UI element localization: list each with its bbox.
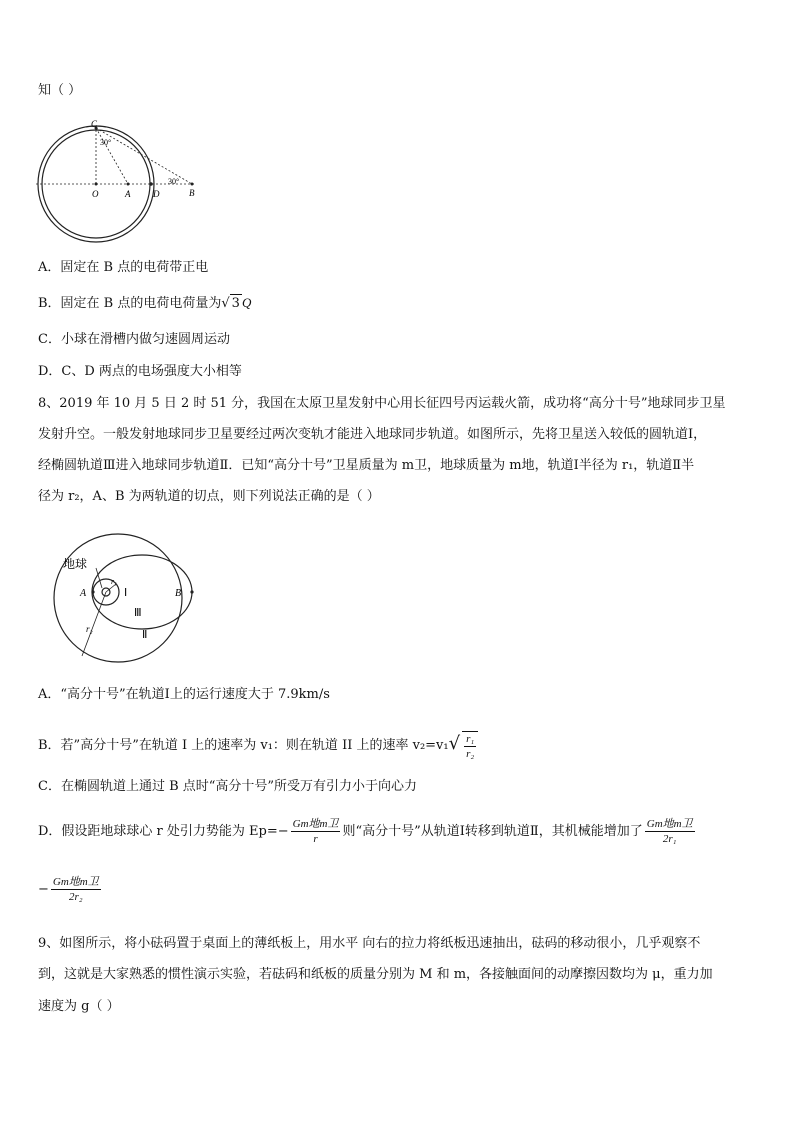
q9-stem-line-2: 到，这就是大家熟悉的惯性演示实验，若砝码和纸板的质量分别为 M 和 m，各接触面间的动摩擦因数均为 μ，重力加 [38,967,713,982]
label-r1: r₁ [111,577,117,586]
q8-option-c: C．在椭圆轨道上通过 B 点时“高分十号”所受万有引力小于向心力 [38,779,418,794]
q8-option-d [38,814,697,850]
label-A: A [80,588,87,599]
q8-option-a: A．“高分十号”在轨道Ⅰ上的运行速度大于 7.9km/s [38,687,330,702]
q7-option-b-text: B．固定在 B 点的电荷电荷量为 [38,296,222,311]
q7-option-a: A．固定在 B 点的电荷带正电 [38,260,209,275]
q7-option-c: C．小球在滑槽内做匀速圆周运动 [38,332,230,347]
q7-option-b-q: Q [241,295,252,310]
q7-option-b-root: 3 [231,296,240,311]
question-stem-tail: 知（ ） [38,83,82,98]
frac-numerator: Gm地m卫 [292,818,339,830]
frac-denominator: r [313,833,318,845]
point-B [190,590,193,593]
label-B: B [189,188,195,198]
point-A [127,183,130,186]
label-C: C [91,119,98,129]
label-O: O [92,189,99,199]
line-C-B [96,128,192,184]
line-C-A [96,128,128,184]
frac-denominator: 2r₁ [662,833,677,845]
q9-stem-line-3: 速度为 g（ ） [38,999,120,1014]
label-D: D [153,189,160,199]
q8-option-d-mid: 则“高分十号”从轨道Ⅰ转移到轨道Ⅱ，其机械能增加了 [342,824,643,839]
angle-label-top: 30° [100,138,112,147]
label-III: Ⅲ [134,607,142,619]
q8-option-b: B．若”高分十号”在轨道 I 上的速率为 v₁：则在轨道 II 上的速率 v₂=v₁√ $\frac{\text{r₁}}{\text{r₂}}$ [38,726,480,764]
frac-denominator: r₂ [466,747,475,760]
q9-stem-line-1: 9、如图所示，将小砝码置于桌面上的薄纸板上，用水平 向右的拉力将纸板迅速抽出，砝码的移动很小，几乎观察不 [38,936,701,951]
angle-label-right: 30° [168,177,180,186]
q8-option-d-continued [38,872,103,908]
point-A [91,590,94,593]
point-B [191,183,194,186]
q7-option-d: D．C、D 两点的电场强度大小相等 [38,364,242,379]
q8-option-d-frac1 [291,817,341,846]
point-O [95,183,98,186]
frac-numerator: Gm地m卫 [646,818,693,830]
q8-option-b-text: B．若”高分十号”在轨道 I 上的速率为 v₁：则在轨道 II 上的速率 v₂=v₁ [38,738,449,753]
minus-sign: − [38,882,49,897]
frac-numerator: r₁ [466,732,475,745]
point-D [149,182,153,186]
label-r2: r₂ [86,624,93,634]
frac-denominator: 2r₂ [69,891,83,903]
q8-option-d-text: D．假设距地球球心 r 处引力势能为 Ep=− [38,824,289,839]
label-A: A [125,189,131,199]
ring-track-figure [36,118,206,244]
label-B: B [175,588,182,599]
q8-stem-line-4: 径为 r₂，A、B 为两轨道的切点，则下列说法正确的是（ ） [38,489,380,504]
q8-option-d-frac2 [645,817,695,846]
orbit-figure [38,532,200,664]
q8-option-b-sqrt-frac [462,731,478,761]
label-II: Ⅱ [142,629,148,641]
q8-option-d-frac3 [51,875,101,904]
q8-stem-line-3: 经椭圆轨道Ⅲ进入地球同步轨道Ⅱ．已知“高分十号”卫星质量为 m卫，地球质量为 m地，轨道Ⅰ半径为 r₁，轨道Ⅱ半 [38,458,695,473]
q8-stem-line-1: 8、2019 年 10 月 5 日 2 时 51 分，我国在太原卫星发射中心用长征四号丙运载火箭，成功将“高分十号”地球同步卫星 [38,396,726,411]
frac-numerator: Gm地m卫 [52,876,99,888]
label-I: Ⅰ [124,587,128,599]
q8-stem-line-2: 发射升空。一般发射地球同步卫星要经过两次变轨才能进入地球同步轨道。如图所示，先将卫星送入较低的圆轨道Ⅰ， [38,427,707,442]
earth-label: 地球 [63,557,88,571]
q7-option-b: B．固定在 B 点的电荷电荷量为√ 3 Q [38,295,252,311]
